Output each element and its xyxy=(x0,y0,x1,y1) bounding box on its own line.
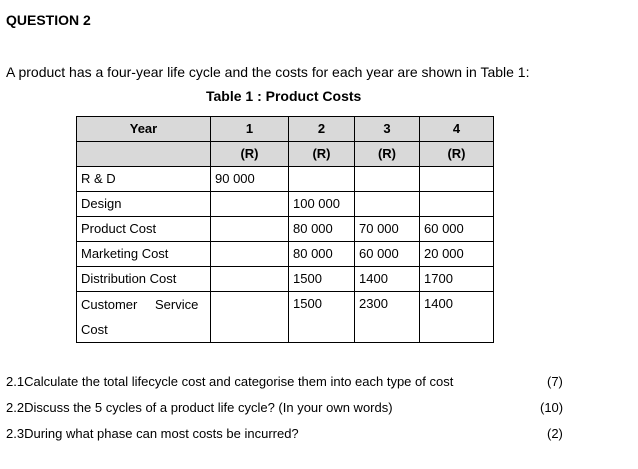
table-row xyxy=(77,167,494,192)
cell-rnd-y3 xyxy=(355,167,420,192)
column-header-year-4: 4 xyxy=(420,117,494,142)
cell-design-y2: 100 000 xyxy=(289,192,355,217)
question-number: 2.3 xyxy=(6,426,25,441)
unit-year-3: (R) xyxy=(355,142,420,167)
question-text: Discuss the 5 cycles of a product life cycle? (In your own words) xyxy=(24,400,393,415)
row-label-customer-service-cost: Customer Service Cost xyxy=(77,292,211,343)
unit-year-2: (R) xyxy=(289,142,355,167)
question-2-1 xyxy=(6,374,453,389)
row-label-distribution-cost: Distribution Cost xyxy=(77,267,211,292)
cell-product-y1 xyxy=(211,217,289,242)
cell-design-y3 xyxy=(355,192,420,217)
cell-design-y1 xyxy=(211,192,289,217)
cell-product-y4: 60 000 xyxy=(420,217,494,242)
intro-text: A product has a four-year life cycle and the costs for each year are shown in Table 1: xyxy=(6,64,530,80)
table-row xyxy=(77,292,494,343)
question-number: 2.2 xyxy=(6,400,25,415)
cell-rnd-y4 xyxy=(420,167,494,192)
units-label-cell xyxy=(77,142,211,167)
row-label-marketing-cost: Marketing Cost xyxy=(77,242,211,267)
cell-design-y4 xyxy=(420,192,494,217)
table-header-row xyxy=(77,117,494,142)
cell-distribution-y1 xyxy=(211,267,289,292)
question-2-2-marks: (10) xyxy=(540,400,564,415)
table-caption: Table 1 : Product Costs xyxy=(206,88,362,104)
table-row xyxy=(77,192,494,217)
column-header-year-2: 2 xyxy=(289,117,355,142)
cell-product-y2: 80 000 xyxy=(289,217,355,242)
unit-year-4: (R) xyxy=(420,142,494,167)
cell-marketing-y2: 80 000 xyxy=(289,242,355,267)
cell-rnd-y2 xyxy=(289,167,355,192)
cell-rnd-y1: 90 000 xyxy=(211,167,289,192)
cell-distribution-y3: 1400 xyxy=(355,267,420,292)
cell-service-y1 xyxy=(211,292,289,343)
question-2-1-marks: (7) xyxy=(547,374,563,389)
cell-marketing-y3: 60 000 xyxy=(355,242,420,267)
units-row xyxy=(77,142,494,167)
cell-marketing-y4: 20 000 xyxy=(420,242,494,267)
question-2-2 xyxy=(6,400,393,415)
question-2-3 xyxy=(6,426,299,441)
unit-year-1: (R) xyxy=(211,142,289,167)
cell-marketing-y1 xyxy=(211,242,289,267)
year-header: Year xyxy=(77,117,211,142)
row-label-product-cost: Product Cost xyxy=(77,217,211,242)
question-2-3-marks: (2) xyxy=(547,426,563,441)
cell-service-y2: 1500 xyxy=(289,292,355,343)
cell-service-y3: 2300 xyxy=(355,292,420,343)
row-label-design: Design xyxy=(77,192,211,217)
cell-product-y3: 70 000 xyxy=(355,217,420,242)
column-header-year-1: 1 xyxy=(211,117,289,142)
cell-distribution-y4: 1700 xyxy=(420,267,494,292)
product-costs-table xyxy=(76,116,494,343)
question-text: Calculate the total lifecycle cost and categorise them into each type of cost xyxy=(24,374,454,389)
question-number: 2.1 xyxy=(6,374,25,389)
column-header-year-3: 3 xyxy=(355,117,420,142)
cell-distribution-y2: 1500 xyxy=(289,267,355,292)
table-row xyxy=(77,217,494,242)
table-row xyxy=(77,267,494,292)
question-text: During what phase can most costs be incurred? xyxy=(24,426,299,441)
table-row xyxy=(77,242,494,267)
row-label-rnd: R & D xyxy=(77,167,211,192)
cell-service-y4: 1400 xyxy=(420,292,494,343)
question-heading: QUESTION 2 xyxy=(6,12,91,28)
